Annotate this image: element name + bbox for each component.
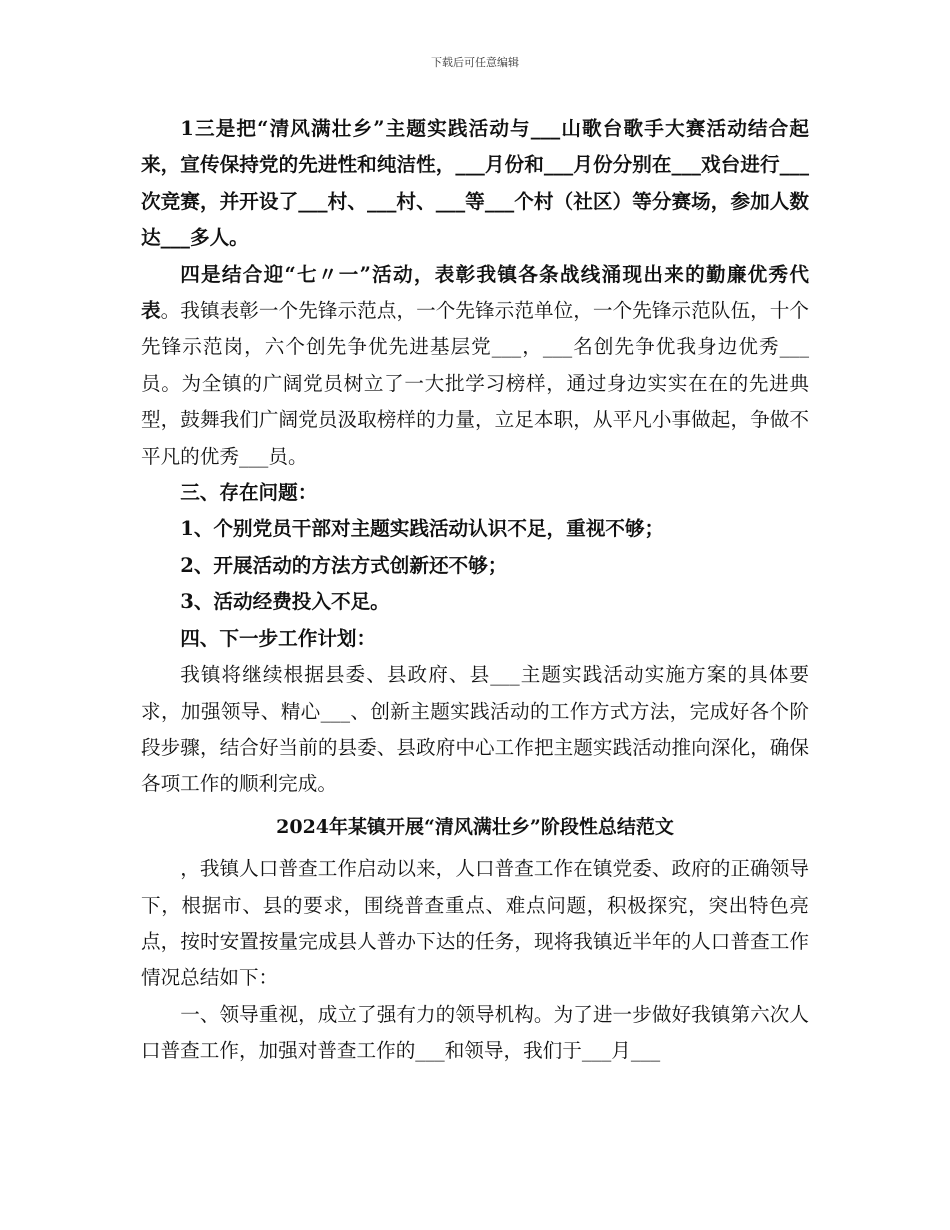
paragraph-activity-four (141, 257, 809, 475)
page-header: 下载后可任意编辑 (431, 56, 519, 69)
paragraph-next-plan: 我镇将继续根据县委、县政府、县___主题实践活动实施方案的具体要求，加强领导、精心___、创新主题实践活动的工作方式方法，完成好各个阶段步骤，结合好当前的县委、县政府中心工作把主题实践活动推向深化，确保各项工作的顺利完成。 (141, 663, 809, 796)
problem-item-1: 1、个别党员干部对主题实践活动认识不足，重视不够； (180, 517, 665, 541)
heading-problems: 三、存在问题： (180, 481, 318, 505)
paragraph-activity-four-lead: 四是结合迎“七〃一”活动，表彰我镇各条战线涌现出来的勤廉优秀代表 (141, 262, 809, 323)
document-body (141, 111, 809, 1070)
problem-item-2: 2、开展活动的方法方式创新还不够； (180, 553, 508, 577)
paragraph-activity-four-body: 。我镇表彰一个先锋示范点，一个先锋示范单位，一个先锋示范队伍，十个先锋示范岗，六个创先争优先进基层党___，___名创先争优我身边优秀___员。为全镇的广阔党员树立了一大批学习榜样，通过身边实实在在的先进典型，鼓舞我们广阔党员汲取榜样的力量，立足本职，从平凡小事做起，争做不平凡的优秀___员。 (141, 299, 810, 468)
document-title: 2024年某镇开展“清风满壮乡”阶段性总结范文 (276, 815, 674, 838)
paragraph-activity-three: 1三是把“清风满壮乡”主题实践活动与___山歌台歌手大赛活动结合起来，宣传保持党的先进性和纯洁性，___月份和___月份分别在___戏台进行___次竞赛，并开设了___村、___村、___等___个村（社区）等分赛场，参加人数达___多人。 (141, 117, 809, 250)
paragraph-census-intro: ，我镇人口普查工作启动以来，人口普查工作在镇党委、政府的正确领导下，根据市、县的要求，围绕普查重点、难点问题，积极探究，突出特色亮点，按时安置按量完成县人普办下达的任务，现将我镇近半年的人口普查工作情况总结如下： (141, 857, 809, 990)
paragraph-census-leadership: 一、领导重视，成立了强有力的领导机构。为了进一步做好我镇第六次人口普查工作，加强对普查工作的___和领导，我们于___月___ (141, 1002, 809, 1063)
heading-next-plan: 四、下一步工作计划： (180, 626, 377, 650)
problem-item-3: 3、活动经费投入不足。 (180, 590, 390, 614)
